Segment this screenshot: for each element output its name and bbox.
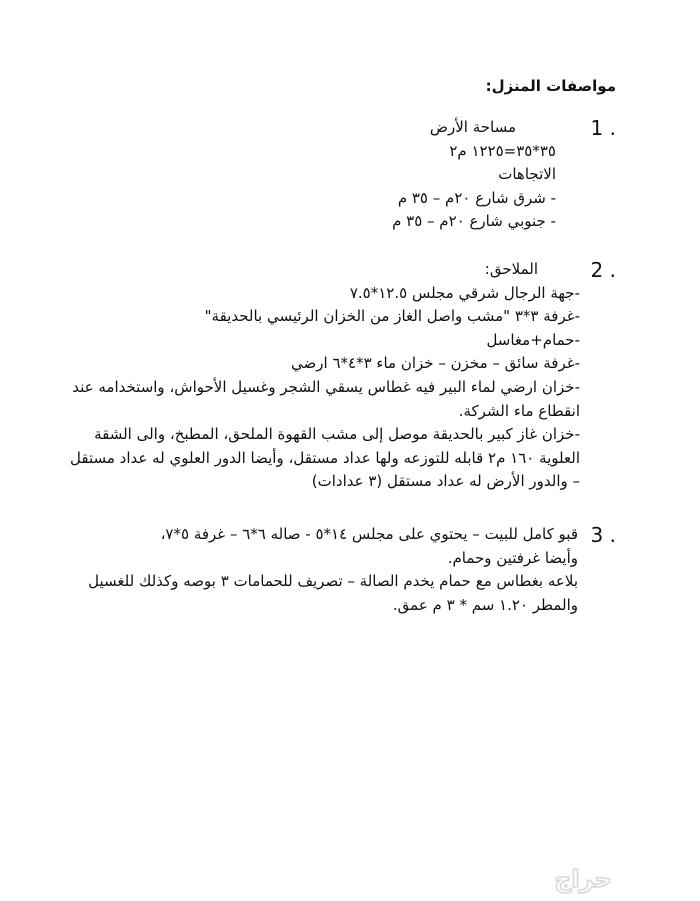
list-item: والمطر ١.٢٠ سم * ٣ م عمق. — [392, 595, 578, 614]
list-item: – والدور الأرض له عداد مستقل (٣ عدادات) — [311, 472, 580, 491]
page-title: مواصفات المنزل: — [485, 77, 616, 95]
list-item: بلاعه بغطاس مع حمام يخدم الصالة – تصريف للحمامات ٣ بوصه وكذلك للغسيل — [88, 572, 578, 591]
list-item: -خزان غاز كبير بالحديقة موصل إلى مشب القهوة الملحق، المطبخ، والى الشقة — [94, 425, 580, 444]
watermark-text: حراج — [554, 865, 612, 893]
direction-east: - شرق شارع ٢٠م – ٣٥ م — [397, 188, 556, 207]
section-1 — [392, 116, 616, 234]
land-area-label: مساحة الأرض — [429, 118, 516, 136]
section-number: 3 . — [590, 523, 616, 547]
haraj-watermark-logo — [540, 862, 626, 896]
directions-label: الاتجاهات — [498, 165, 556, 184]
section-number: 2 . — [590, 258, 616, 282]
direction-south: - جنوبي شارع ٢٠م – ٣٥ م — [392, 212, 556, 231]
list-item: -غرفة ٣*٣ "مشب واصل الغاز من الخزان الرئيسي بالحديقة" — [204, 307, 580, 326]
list-item: -حمام+مغاسل — [486, 330, 580, 349]
section-number: 1 . — [590, 116, 616, 140]
list-item: -خزان ارضي لماء البير فيه غطاس يسقي الشجر وغسيل الأحواش، واستخدامه عند — [72, 377, 580, 396]
annexes-label: الملاحق: — [484, 260, 538, 278]
section-3 — [88, 523, 616, 617]
list-item: وأيضا غرفتين وحمام. — [447, 548, 578, 567]
list-item: -جهة الرجال شرقي مجلس ١٢.٥*٧.٥ — [349, 283, 580, 302]
section-2 — [70, 258, 616, 494]
land-area-value: ٣٥*٣٥=١٢٢٥ م٢ — [449, 141, 556, 160]
list-item: قبو كامل للبيت – يحتوي على مجلس ١٤*٥ - صاله ٦*٦ – غرفة ٥*٧، — [160, 525, 578, 543]
list-item: انقطاع ماء الشركة. — [458, 401, 580, 420]
list-item: العلوية ١٦٠ م٢ قابله للتوزعه ولها عداد مستقل، وأيضا الدور العلوي له عداد مستقل — [70, 448, 580, 467]
list-item: -غرفة سائق – مخزن – خزان ماء ٣*٤*٦ ارضي — [291, 354, 580, 373]
